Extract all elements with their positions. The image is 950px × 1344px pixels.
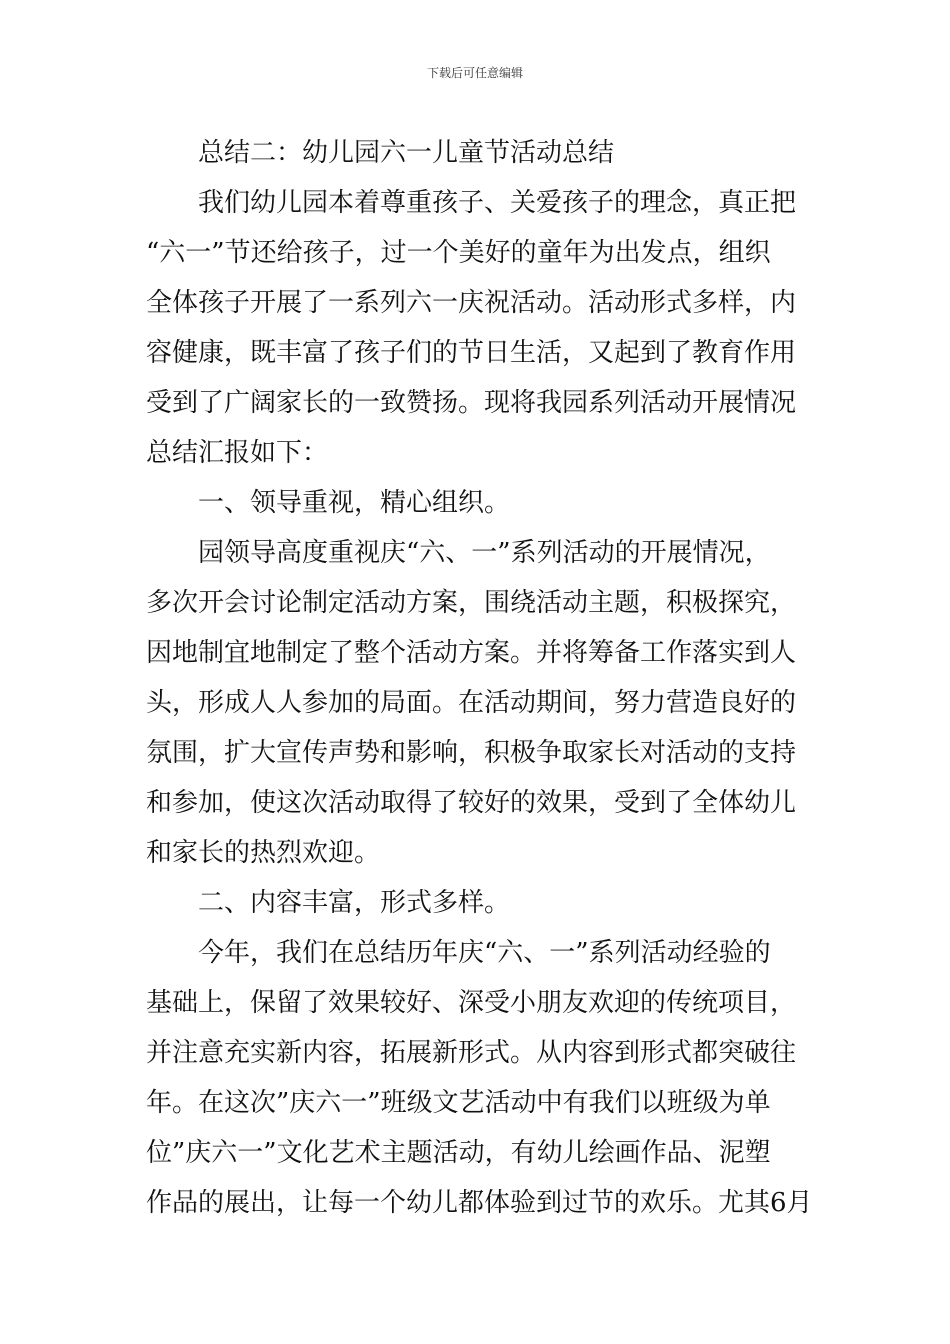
paragraph-line: 和家长的热烈欢迎。 <box>146 838 381 868</box>
paragraph-line: 年。在这次”庆六一”班级文艺活动中有我们以班级为单 <box>146 1088 771 1118</box>
paragraph-line: 受到了广阔家长的一致赞扬。现将我园系列活动开展情况 <box>146 388 797 418</box>
paragraph-line: 并注意充实新内容，拓展新形式。从内容到形式都突破往 <box>146 1038 797 1068</box>
section-heading: 一、领导重视，精心组织。 <box>198 488 511 518</box>
paragraph-line: “六一”节还给孩子，过一个美好的童年为出发点，组织 <box>146 238 771 268</box>
paragraph-line: 容健康，既丰富了孩子们的节日生活，又起到了教育作用 <box>146 338 797 368</box>
paragraph-line: 基础上，保留了效果较好、深受小朋友欢迎的传统项目， <box>146 988 797 1018</box>
paragraph-line: 位”庆六一”文化艺术主题活动，有幼儿绘画作品、泥塑 <box>146 1138 771 1168</box>
paragraph-line: 我们幼儿园本着尊重孩子、关爱孩子的理念，真正把 <box>198 188 797 218</box>
document-title: 总结二：幼儿园六一儿童节活动总结 <box>198 138 615 168</box>
page-header-note: 下载后可任意编辑 <box>426 66 523 80</box>
document-body <box>146 128 811 1228</box>
paragraph-line: 和参加，使这次活动取得了较好的效果，受到了全体幼儿 <box>146 788 797 818</box>
paragraph-line: 园领导高度重视庆“六、一”系列活动的开展情况， <box>198 538 771 568</box>
paragraph-line: 作品的展出，让每一个幼儿都体验到过节的欢乐。尤其6月 <box>146 1188 813 1218</box>
paragraph-line: 总结汇报如下： <box>146 438 329 468</box>
paragraph-line: 因地制宜地制定了整个活动方案。并将筹备工作落实到人 <box>146 638 797 668</box>
paragraph-line: 多次开会讨论制定活动方案，围绕活动主题，积极探究， <box>146 588 797 618</box>
paragraph-line: 头，形成人人参加的局面。在活动期间，努力营造良好的 <box>146 688 797 718</box>
section-heading: 二、内容丰富，形式多样。 <box>198 888 511 918</box>
paragraph-line: 今年，我们在总结历年庆“六、一”系列活动经验的 <box>198 938 771 968</box>
paragraph-line: 氛围，扩大宣传声势和影响，积极争取家长对活动的支持 <box>146 738 797 768</box>
paragraph-line: 全体孩子开展了一系列六一庆祝活动。活动形式多样，内 <box>146 288 797 318</box>
